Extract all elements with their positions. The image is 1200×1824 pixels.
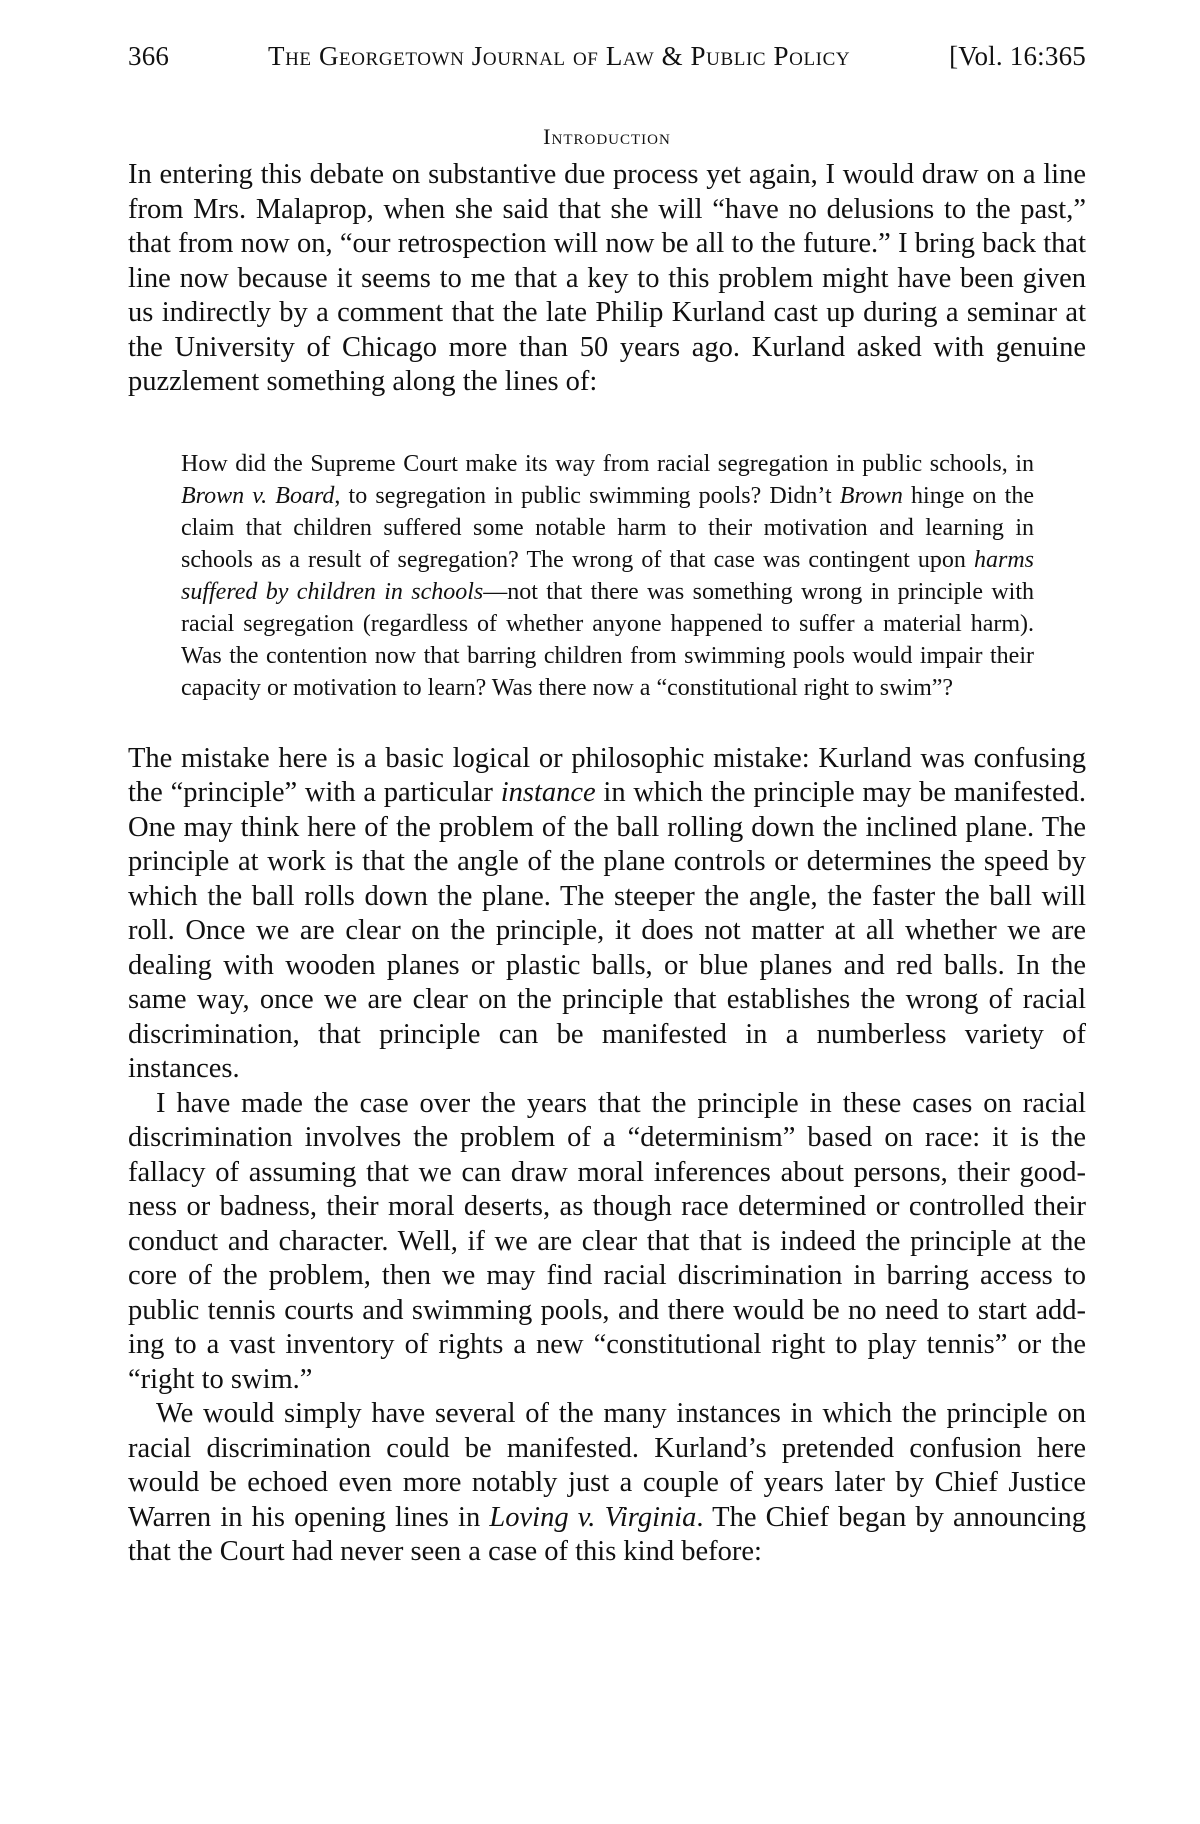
quote-text-part: —not that there was something wrong in principle with racial segregation (regardless of whether anyone happened to suffer a material harm). Was the contention now that barring children from swimming pools would impair their capacity or motivation to learn? Was there now a “constitutional right to swim”? (181, 578, 1035, 701)
body-text-continued (128, 742, 1086, 1570)
paragraph-principle (128, 742, 1086, 1087)
emphasis-harms-suffered: harms suffered by children in schools (181, 546, 1034, 605)
case-name-brown: Brown (839, 482, 903, 509)
page-number: 366 (128, 41, 170, 71)
paragraph-determinism: I have made the case over the years that the principle in these cases on racial discrimination involves the problem of a “determinism” based on race: it is the fallacy of assuming that we can draw moral inferences about persons, their goodness or badness, their moral deserts, as though race determined or controlled their conduct and character. Well, if we are clear that that is indeed the principle at the core of the problem, then we may find racial discrimination in barring access to public tennis courts and swimming pools, and there would be no need to start adding to a vast inventory of rights a new “constitutional right to play tennis” or the “right to swim.” (128, 1087, 1086, 1395)
paragraph-text-part: We would simply have several of the many instances in which the principle on racial discrimination could be manifested. Kurland’s pretended confusion here would be echoed even more notably just a couple of years later by Chief Justice Warren in his opening lines in (128, 1398, 1086, 1533)
running-header (128, 40, 1086, 72)
paragraph-text-part: in which the principle may be manifested. One may think here of the problem of the ball rolling down the inclined plane. The principle at work is that the angle of the plane controls or determines the speed by which the ball rolls down the plane. The steeper the angle, the faster the ball will roll. Once we are clear on the principle, it does not matter at all whether we are dealing with wooden planes or plastic balls, or blue planes and red balls. In the same way, once we are clear on the principle that establishes the wrong of racial discrimination, that principle can be manifested in a numberless variety of instances. (128, 777, 1086, 1085)
paragraph-loving (128, 1397, 1086, 1570)
paragraph-text-part: . The Chief began by announcing that the Court had never seen a case of this kind before: (128, 1501, 1086, 1568)
paragraph-intro: In entering this debate on substantive due process yet again, I would draw on a line from Mrs. Malaprop, when she said that she will “have no delusions to the past,” that from now on, “our retrospection will now be all to the future.” I bring back that line now because it seems to me that a key to this problem might have been given us indirectly by a comment that the late Philip Kurland cast up during a seminar at the University of Chicago more than 50 years ago. Kurland asked with genuine puzzlement something along the lines of: (128, 159, 1086, 398)
section-heading: Introduction (543, 124, 671, 150)
emphasis-instance: instance (500, 777, 596, 809)
body-text (128, 158, 1086, 400)
block-quote (181, 448, 1034, 704)
block-quote-text (181, 448, 1034, 704)
quote-text-part: How did the Supreme Court make its way from racial segregation in public schools, in (181, 450, 1034, 477)
document-page (128, 40, 1086, 1570)
quote-text-part: hinge on the claim that children suffered some notable harm to their motivation and learning in schools as a result of segregation? The wrong of that case was contingent upon (181, 482, 1034, 573)
paragraph-text-part: The mistake here is a basic logical or philosophic mistake: Kurland was confusing the “principle” with a particular (128, 742, 1086, 809)
journal-title: The Georgetown Journal of Law & Public Policy (267, 41, 851, 71)
volume-citation: [Vol. 16:365 (949, 41, 1086, 71)
case-name-loving-v-virginia: Loving v. Virginia (489, 1501, 697, 1533)
case-name-brown-v-board: Brown v. Board (181, 482, 335, 509)
quote-text-part: , to segregation in public swimming pools? Didn’t (334, 482, 840, 509)
